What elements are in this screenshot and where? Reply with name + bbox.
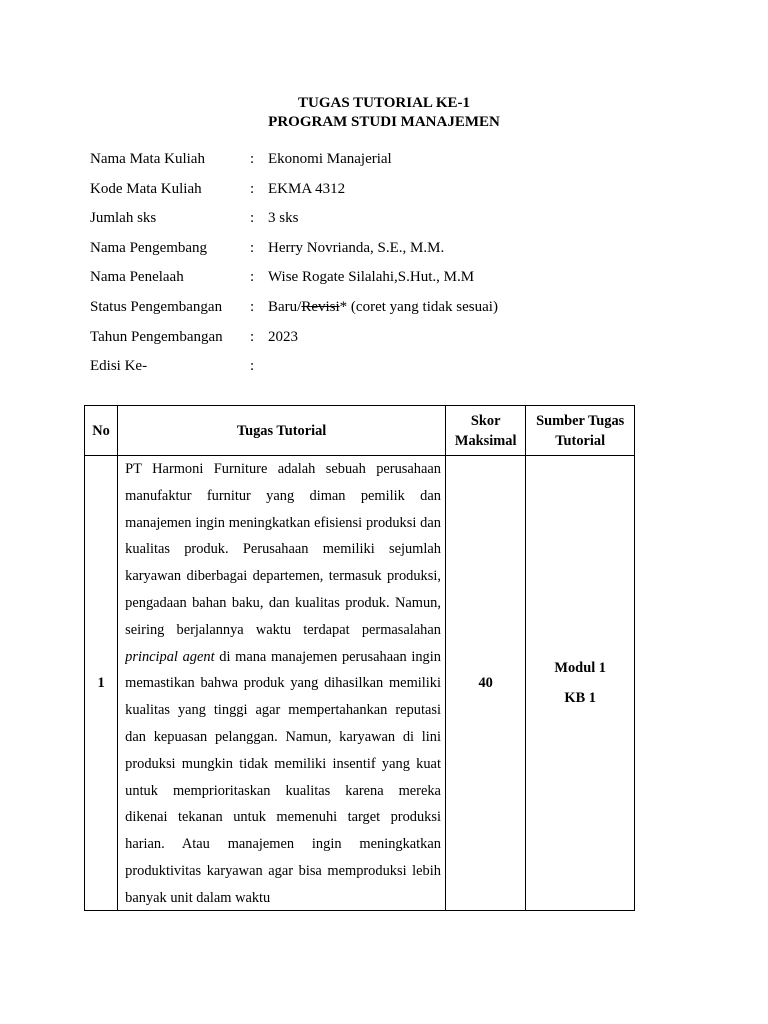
header-source — [526, 406, 635, 456]
info-label: Nama Mata Kuliah — [90, 151, 205, 167]
document-title-line-1: TUGAS TUTORIAL KE-1 — [298, 95, 470, 111]
header-task: Tugas Tutorial — [118, 406, 446, 456]
info-value: Herry Novrianda, S.E., M.M. — [268, 240, 445, 256]
info-row — [0, 149, 768, 169]
info-label: Jumlah sks — [90, 210, 157, 226]
info-colon: : — [250, 358, 255, 374]
info-value: Ekonomi Manajerial — [268, 151, 392, 167]
header-source-line2: Tutorial — [555, 432, 606, 449]
header-max-score — [445, 406, 525, 456]
info-colon: : — [250, 210, 255, 226]
info-value — [268, 297, 498, 317]
task-description — [125, 456, 441, 908]
table-row — [85, 456, 635, 911]
info-label: Edisi Ke- — [90, 358, 148, 374]
info-colon: : — [250, 240, 255, 256]
info-row — [0, 356, 768, 376]
header-source-line1: Sumber Tugas — [536, 412, 625, 429]
tutorial-task-table — [84, 405, 635, 911]
task-text-part2: di mana manajemen perusahaan ingin memastikan bahwa produk yang dihasilkan memiliki kualitas yang tinggi agar mempertahankan reputasi dan kepuasan pelanggan. Namun, karyawan di lini produksi mungkin tidak memiliki insentif yang kuat untuk memprioritaskan kualitas karena mereka dikenai tekanan untuk memenuhi target produksi harian. Atau manajemen ingin meningkatkan produktivitas karyawan agar bisa memproduksi lebih banyak unit dalam waktu — [125, 648, 441, 906]
info-row — [0, 297, 768, 317]
info-row — [0, 179, 768, 199]
header-score-line2: Maksimal — [454, 432, 517, 449]
info-value: 2023 — [268, 329, 298, 345]
status-note: * (coret yang tidak sesuai) — [339, 299, 498, 315]
max-score: 40 — [445, 456, 525, 911]
task-text-part1: PT Harmoni Furniture adalah sebuah perusahaan manufaktur furnitur yang diman pemilik dan manajemen ingin meningkatkan efisiensi produksi dan kualitas produk. Perusahaan memiliki sejumlah karyawan diberbagai departemen, termasuk produksi, pengadaan bahan baku, dan kualitas produk. Namun, seiring berjalannya waktu terdapat permasalahan — [125, 461, 441, 638]
info-row — [0, 238, 768, 258]
row-number: 1 — [85, 456, 118, 911]
info-value: Wise Rogate Silalahi,S.Hut., M.M — [268, 269, 475, 285]
info-colon: : — [250, 329, 255, 345]
document-title-line-2: PROGRAM STUDI MANAJEMEN — [268, 114, 500, 130]
info-value: 3 sks — [268, 210, 299, 226]
info-colon: : — [250, 151, 255, 167]
info-label: Tahun Pengembangan — [90, 329, 223, 345]
header-score-line1: Skor — [470, 412, 501, 429]
source-module: Modul 1 — [554, 660, 606, 676]
info-row — [0, 208, 768, 228]
info-colon: : — [250, 269, 255, 285]
info-colon: : — [250, 299, 255, 315]
status-new: Baru/ — [268, 299, 302, 315]
status-revision-struck: Revisi — [301, 299, 340, 315]
info-label: Nama Penelaah — [90, 269, 184, 285]
info-label: Status Pengembangan — [90, 299, 223, 315]
info-row — [0, 267, 768, 287]
task-description-cell — [118, 456, 446, 911]
task-source — [526, 456, 635, 911]
info-row — [0, 327, 768, 347]
source-kb: KB 1 — [564, 690, 596, 706]
task-text-italic: principal agent — [125, 648, 215, 665]
info-colon: : — [250, 181, 255, 197]
table-header-row — [85, 406, 635, 456]
info-label: Nama Pengembang — [90, 240, 208, 256]
info-label: Kode Mata Kuliah — [90, 181, 202, 197]
info-value: EKMA 4312 — [268, 181, 346, 197]
header-no: No — [85, 406, 118, 456]
